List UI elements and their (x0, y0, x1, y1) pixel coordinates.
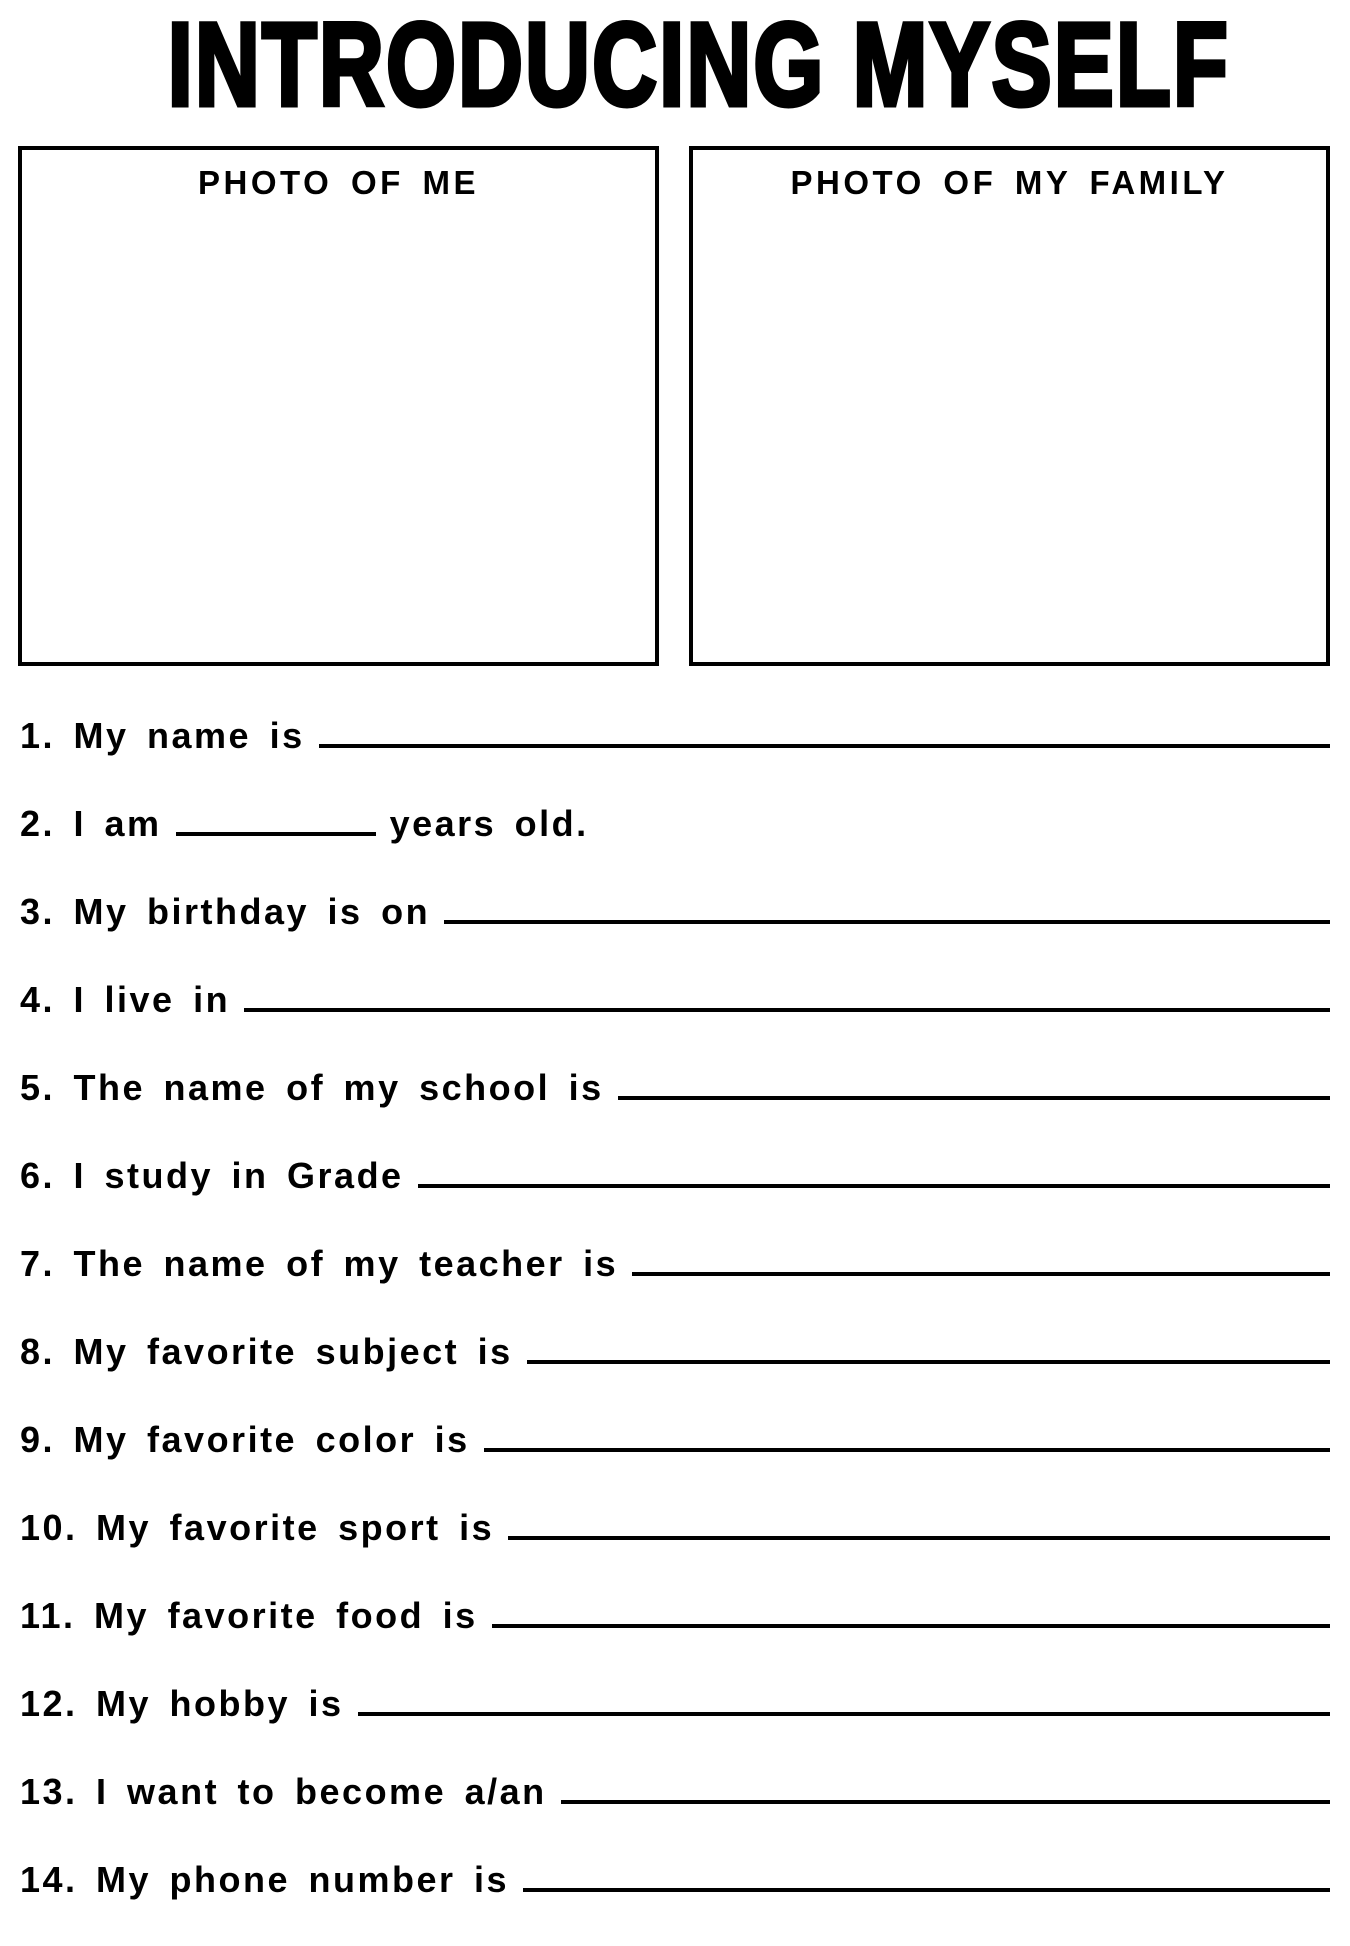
worksheet-item (20, 1506, 1330, 1594)
worksheet-item (20, 1594, 1330, 1682)
worksheet-item (20, 1154, 1330, 1242)
worksheet-item (20, 1330, 1330, 1418)
item-text: 5. The name of my school is (20, 1067, 604, 1108)
worksheet-item (20, 1682, 1330, 1770)
item-text: 7. The name of my teacher is (20, 1243, 619, 1284)
fill-in-line[interactable] (418, 1184, 1330, 1188)
title-container (0, 0, 1350, 134)
worksheet-item (20, 714, 1330, 802)
worksheet-item (20, 890, 1330, 978)
photo-of-family-label: PHOTO OF MY FAMILY (790, 164, 1229, 201)
item-text: 6. I study in Grade (20, 1155, 404, 1196)
fill-in-line[interactable] (358, 1712, 1330, 1716)
worksheet-item (20, 978, 1330, 1066)
item-text: 9. My favorite color is (20, 1419, 470, 1460)
item-text: 12. My hobby is (20, 1683, 344, 1724)
photo-of-me-box[interactable] (18, 146, 659, 666)
photo-of-me-label: PHOTO OF ME (198, 164, 479, 201)
fill-in-line[interactable] (618, 1096, 1330, 1100)
item-text: 4. I live in (20, 979, 231, 1020)
item-text: 10. My favorite sport is (20, 1507, 495, 1548)
fill-in-line[interactable] (444, 920, 1330, 924)
fill-in-line[interactable] (492, 1624, 1330, 1628)
item-text: 11. My favorite food is (20, 1595, 478, 1636)
item-text-suffix: years old. (389, 803, 589, 844)
page-title: INTRODUCING MYSELF (167, 0, 1231, 131)
item-text: 8. My favorite subject is (20, 1331, 513, 1372)
fill-in-line[interactable] (244, 1008, 1330, 1012)
fill-in-line[interactable] (561, 1800, 1330, 1804)
worksheet-item (20, 1770, 1330, 1858)
fill-in-line[interactable] (523, 1888, 1330, 1892)
fill-in-line[interactable] (176, 832, 376, 836)
photo-box-row (18, 146, 1330, 666)
item-text: 3. My birthday is on (20, 891, 431, 932)
item-text: 14. My phone number is (20, 1859, 510, 1900)
photo-of-family-box[interactable] (689, 146, 1330, 666)
item-text: 13. I want to become a/an (20, 1771, 547, 1812)
item-text: 2. I am (20, 803, 162, 844)
worksheet-item (20, 1242, 1330, 1330)
question-list (0, 714, 1350, 1946)
item-text: 1. My name is (20, 715, 305, 756)
worksheet-item (20, 802, 1330, 890)
worksheet-item (20, 1066, 1330, 1154)
fill-in-line[interactable] (632, 1272, 1330, 1276)
fill-in-line[interactable] (484, 1448, 1330, 1452)
fill-in-line[interactable] (527, 1360, 1330, 1364)
fill-in-line[interactable] (508, 1536, 1330, 1540)
worksheet-item (20, 1858, 1330, 1946)
worksheet-item (20, 1418, 1330, 1506)
fill-in-line[interactable] (319, 744, 1330, 748)
